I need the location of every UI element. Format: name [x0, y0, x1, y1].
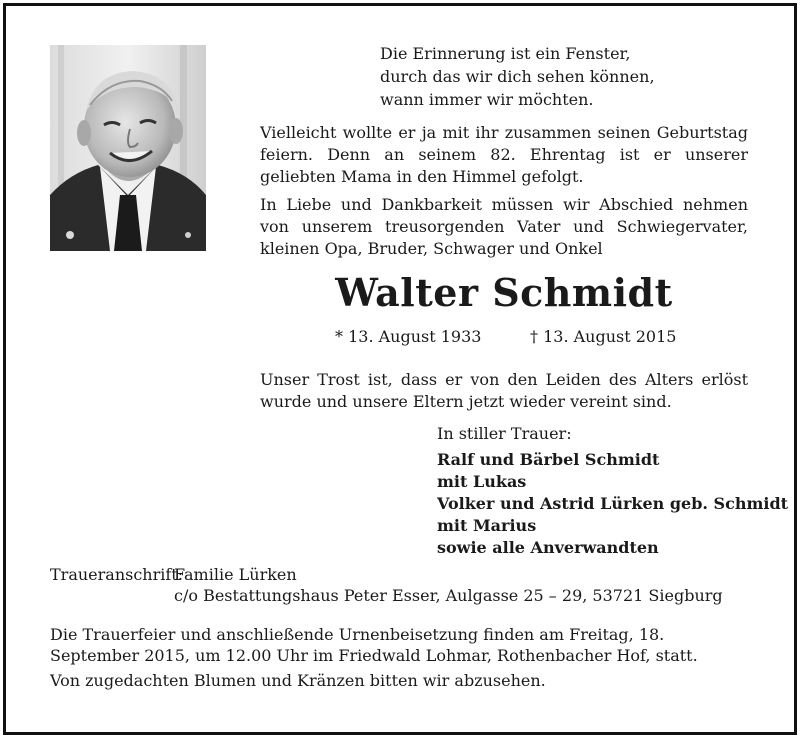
mourner-line: mit Lukas — [437, 472, 527, 491]
mourner-line: Ralf und Bärbel Schmidt — [437, 450, 660, 469]
death-date: † 13. August 2015 — [530, 327, 677, 346]
mourning-label: In stiller Trauer: — [437, 424, 572, 443]
address-line-1: Familie Lürken — [174, 565, 297, 584]
quote-line: wann immer wir möchten. — [380, 90, 594, 109]
mourner-line: mit Marius — [437, 516, 537, 535]
birth-date: * 13. August 1933 — [335, 327, 482, 346]
quote-line: Die Erinnerung ist ein Fenster, — [380, 44, 631, 63]
address-line-2: c/o Bestattungshaus Peter Esser, Aulgasse 25 – 29, 53721 Siegburg — [174, 586, 723, 605]
comfort-paragraph: Unser Trost ist, dass er von den Leiden des Alters erlöst wurde und unsere Eltern jetzt wieder vereint sind. — [260, 370, 748, 411]
intro-paragraph-1: Vielleicht wollte er ja mit ihr zusammen seinen Geburtstag feiern. Denn an seinem 82. Ehrentag ist er unserer geliebten Mama in den Himmel gefolgt. — [260, 123, 748, 186]
intro-paragraph-2: In Liebe und Dankbarkeit müssen wir Abschied nehmen von unserem treusorgenden Vater und Schwiegervater, kleinen Opa, Bruder, Schwager und Onkel — [260, 195, 748, 258]
portrait-photo — [50, 45, 206, 251]
mourner-list — [437, 449, 788, 559]
quote-line: durch das wir dich sehen können, — [380, 67, 655, 86]
portrait-image — [50, 45, 206, 251]
memorial-quote — [380, 42, 655, 111]
address-label: Traueranschrift: — [50, 565, 184, 584]
footer-notes — [50, 624, 750, 691]
flowers-notice: Von zugedachten Blumen und Kränzen bitten wir abzusehen. — [50, 671, 546, 690]
ceremony-notice: Die Trauerfeier und anschließende Urnenbeisetzung finden am Freitag, 18. September 2015, um 12.00 Uhr im Friedwald Lohmar, Rothenbacher Hof, statt. — [50, 625, 698, 665]
deceased-name: Walter Schmidt — [335, 270, 673, 315]
mourner-line: sowie alle Anverwandten — [437, 538, 659, 557]
mourner-line: Volker und Astrid Lürken geb. Schmidt — [437, 494, 789, 513]
